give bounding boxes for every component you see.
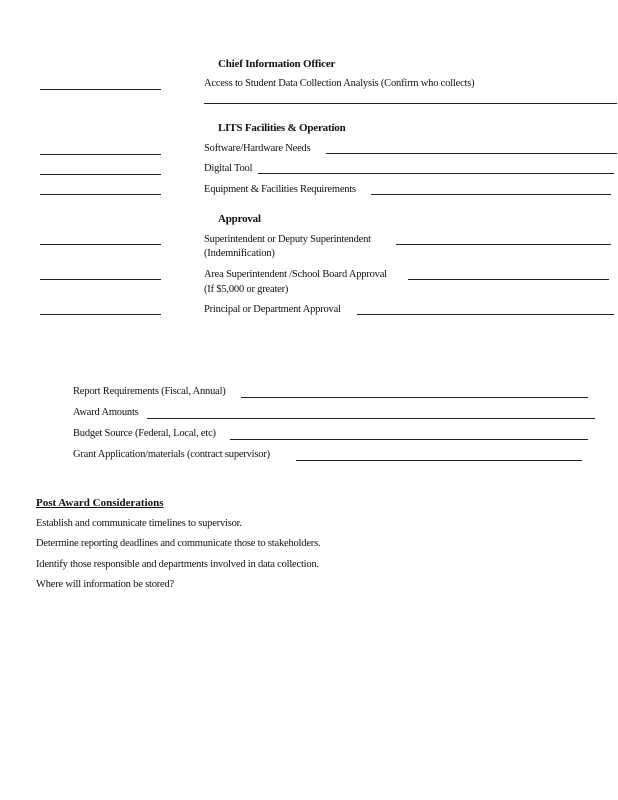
post-award-line: Establish and communicate timelines to supervisor.	[36, 518, 242, 529]
budget-source-fill-line[interactable]	[230, 439, 588, 440]
equipment-label: Equipment & Facilities Requirements	[204, 184, 356, 195]
report-requirements-fill-line[interactable]	[241, 397, 588, 398]
award-amounts-fill-line[interactable]	[147, 418, 595, 419]
signature-line-area-superintendent[interactable]	[40, 279, 161, 280]
post-award-line: Where will information be stored?	[36, 579, 175, 590]
signature-line-equipment[interactable]	[40, 194, 161, 195]
signature-line-digital-tool[interactable]	[40, 174, 161, 175]
area-superintendent-sub: (If $5,000 or greater)	[204, 284, 289, 295]
area-superintendent-fill-line[interactable]	[408, 279, 609, 280]
superintendent-label: Superintendent or Deputy Superintendent	[204, 234, 371, 245]
bullet-grant-application: Grant Application/materials (contract supervisor)	[73, 449, 270, 460]
approval-heading: Approval	[218, 213, 261, 225]
cio-access-fill-line[interactable]	[204, 103, 617, 104]
cio-heading: Chief Information Officer	[218, 58, 336, 70]
software-needs-label: Software/Hardware Needs	[204, 143, 311, 154]
digital-tool-label: Digital Tool	[204, 163, 253, 174]
post-award-line: Identify those responsible and departments involved in data collection.	[36, 559, 319, 570]
signature-line-cio-access[interactable]	[40, 89, 161, 90]
post-award-line: Determine reporting deadlines and communicate those to stakeholders.	[36, 538, 321, 549]
cio-access-label: Access to Student Data Collection Analysis (Confirm who collects)	[204, 78, 475, 89]
signature-line-principal[interactable]	[40, 314, 161, 315]
bullet-report-requirements: Report Requirements (Fiscal, Annual)	[73, 386, 226, 397]
digital-tool-fill-line[interactable]	[258, 173, 614, 174]
superintendent-sub: (Indemnification)	[204, 248, 275, 259]
area-superintendent-label: Area Superintendent /School Board Approval	[204, 269, 387, 280]
signature-line-software[interactable]	[40, 154, 161, 155]
bullet-award-amounts: Award Amounts	[73, 407, 139, 418]
signature-line-superintendent[interactable]	[40, 244, 161, 245]
bullet-budget-source: Budget Source (Federal, Local, etc)	[73, 428, 216, 439]
post-award-heading: Post Award Considerations	[36, 497, 164, 509]
software-needs-fill-line[interactable]	[326, 153, 617, 154]
principal-label: Principal or Department Approval	[204, 304, 341, 315]
equipment-fill-line[interactable]	[371, 194, 611, 195]
grant-application-fill-line[interactable]	[296, 460, 582, 461]
superintendent-fill-line[interactable]	[396, 244, 611, 245]
principal-fill-line[interactable]	[357, 314, 614, 315]
lits-heading: LITS Facilities & Operation	[218, 122, 346, 134]
